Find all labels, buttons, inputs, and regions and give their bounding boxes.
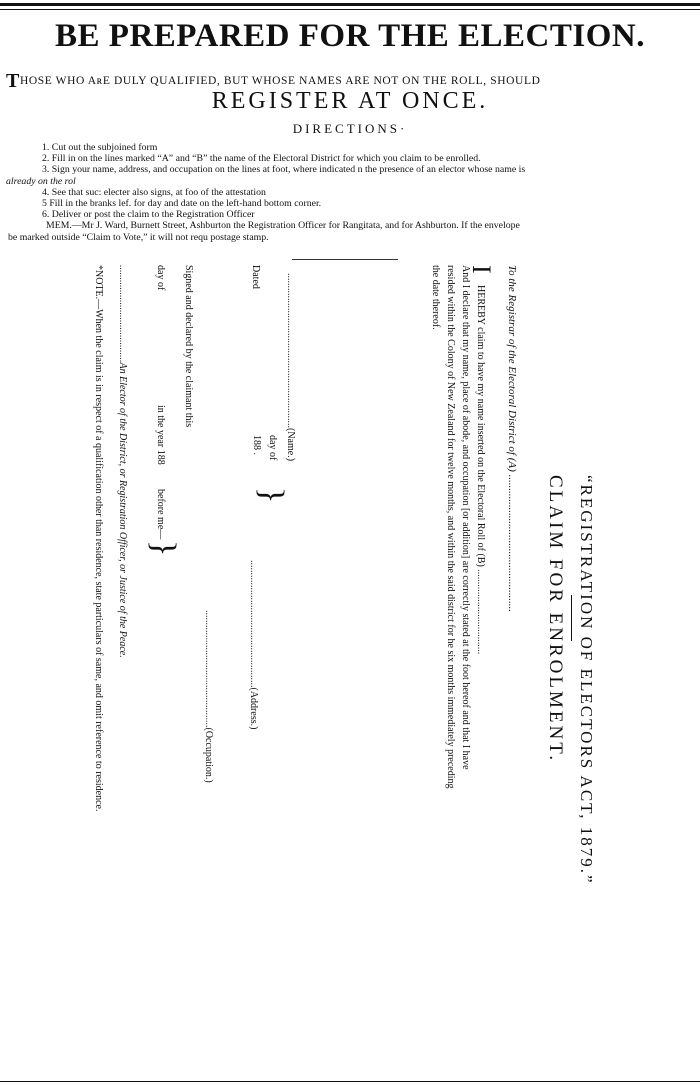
- form-title-claim: CLAIM FOR ENROLMENT.: [545, 475, 566, 764]
- direction-memo: be marked outside “Claim to Vote,” it will not requ postage stamp.: [8, 231, 269, 243]
- directions-title: DIRECTIONS·: [292, 121, 408, 136]
- in-year-label: in the year 188: [155, 405, 166, 465]
- elector-attestation-text: .......................................An Elector of the District, or Registration Officer, or Justice of the Peace.: [117, 265, 128, 658]
- top-rule: [0, 3, 700, 6]
- register-heading: REGISTER AT ONCE.: [211, 88, 489, 114]
- subheading-text: HOSE WHO AʀE DULY QUALIFIED, BUT WHOSE NAMES ARE NOT ON THE ROLL, SHOULD: [19, 75, 541, 87]
- direction-item: 1. Cut out the subjoined form: [42, 142, 158, 153]
- form-title-rule: [571, 595, 572, 641]
- enrolment-form: [0, 265, 596, 1025]
- before-me-label: before me—: [155, 489, 166, 540]
- direction-item: 2. Fill in on the lines marked “A” and “B” the name of the Electoral District for which you claim to be enrolled.: [42, 153, 481, 165]
- direction-item: 4. See that suc: electer also signs, at foo of the attestation: [42, 186, 266, 198]
- dated-label: Dated: [250, 265, 261, 289]
- elector-attestation-line: [117, 265, 128, 658]
- occupation-field-line: ...............................................(Occupation.): [203, 610, 214, 783]
- day-of-label-2: day of: [155, 265, 166, 291]
- direction-item: 5 Fill in the branks lef. for day and date on the left-hand bottom corner.: [42, 198, 322, 210]
- direction-item: already on the rol: [6, 175, 76, 187]
- subheading-drop-cap: T: [6, 70, 20, 92]
- year-label: 188 .: [251, 435, 262, 455]
- top-rule-thin: [0, 9, 700, 10]
- direction-item: 3. Sign your name, address, and occupation on the lines at foot, where indicated n the presence of an elector whose name is: [42, 164, 526, 176]
- form-declaration-line: And I declare that my name, place of abode, and occupation [or addition] are correctly stated at the foot hereof and that I have: [460, 265, 471, 770]
- signed-declared-label: Signed and declared by the claimant this: [183, 265, 194, 428]
- direction-item: 6. Deliver or post the claim to the Registration Officer: [42, 209, 255, 221]
- form-declaration-line: resided within the Colony of New Zealand for twelve months, and within the said district for he six months immediately preceding: [445, 265, 456, 789]
- brace-icon: }: [253, 487, 290, 504]
- form-title-act: “REGISTRATION OF ELECTORS ACT, 1879.”: [577, 475, 596, 885]
- brace-icon: }: [145, 540, 182, 557]
- bottom-rule: [0, 1081, 700, 1082]
- direction-memo: MEM.—Mr J. Ward, Burnett Street, Ashburton the Registration Officer for Rangitata, and for Ashburton. If the envelope: [46, 220, 520, 232]
- form-declaration-line: the date thereof.: [430, 265, 441, 330]
- address-field-line: ...................................................(Address.): [248, 560, 259, 730]
- form-to-registrar: To the Registrar of the Electoral District of (A) ..................................................: [506, 265, 518, 612]
- day-of-label: day of: [267, 435, 278, 461]
- form-drop-cap: I: [467, 265, 496, 274]
- form-claim-line: HEREBY claim to have my name inserted on the Electoral Roll of (B) ..................................: [475, 285, 486, 655]
- form-footnote: *NOTE.—When the claim is in respect of a qualification other than residence, state particulars of same, and omit reference to residence.: [93, 265, 104, 812]
- name-field-line: ..............................................................(Name.): [285, 273, 296, 462]
- directions-list: [0, 142, 700, 243]
- divider-rule: [292, 259, 398, 260]
- page-headline: BE PREPARED FOR THE ELECTION.: [55, 18, 645, 54]
